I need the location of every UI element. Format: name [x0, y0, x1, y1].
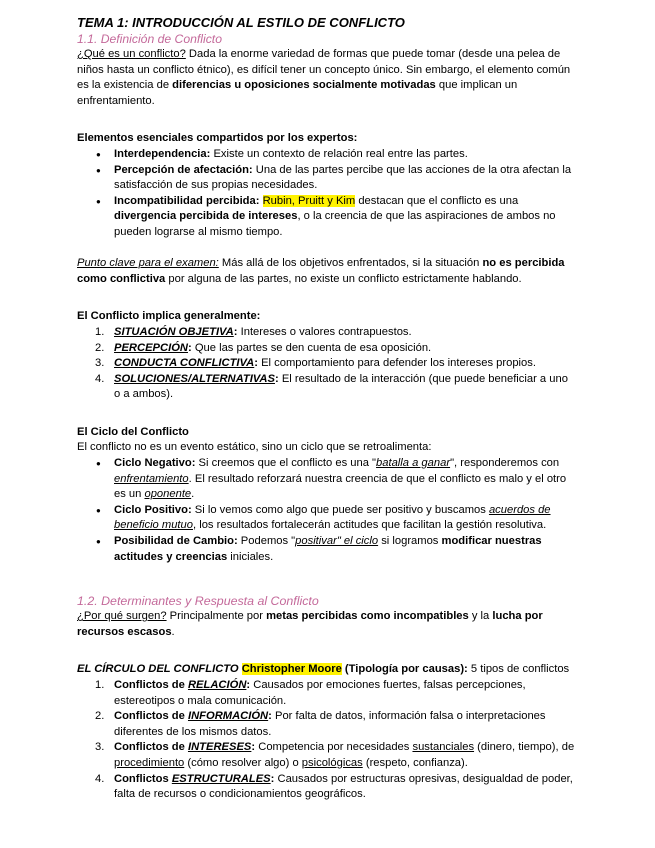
document-page — [77, 14, 577, 803]
list-item: 2. Conflictos de INFORMACIÓN: Por falta de datos, información falsa o interpretaciones diferentes de los mismos datos. — [95, 710, 546, 738]
cycle-intro: El conflicto no es un evento estático, sino un ciclo que se retroalimenta: — [77, 441, 432, 454]
why-paragraph: ¿Por qué surgen? Principalmente por metas percibidas como incompatibles y la lucha por recursos escasos. — [77, 610, 543, 638]
highlighted-author: Christopher Moore — [241, 663, 342, 676]
list-item: 4. SOLUCIONES/ALTERNATIVAS: El resultado de la interacción (que puede beneficiar a uno o a ambos). — [95, 372, 568, 401]
list-item: ● Percepción de afectación: Una de las partes percibe que las acciones de la otra afectan la satisfacción de sus propias necesidades. — [77, 163, 577, 194]
list-item: 4. Conflictos ESTRUCTURALES: Causados por estructuras opresivas, desigualdad de poder, falta de recursos o condicionamientos geográficos. — [95, 772, 573, 801]
question-text: ¿Qué es un conflicto? — [77, 48, 186, 60]
list-item: ● Incompatibilidad percibida: Rubin, Pruitt y Kim destacan que el conflicto es una divergencia percibida de intereses, o la creencia de que las aspiraciones de ambos no pueden lograrse al mismo tiempo. — [77, 194, 577, 241]
list-item: 1. SITUACIÓN OBJETIVA: Intereses o valores contrapuestos. — [95, 325, 412, 338]
circle-paragraph: EL CÍRCULO DEL CONFLICTO Christopher Moore (Tipología por causas): 5 tipos de conflictos — [77, 663, 570, 676]
list-item: 1. Conflictos de RELACIÓN: Causados por emociones fuertes, falsas percepciones, estereotipos o mala comunicación. — [95, 679, 526, 707]
cycle-title: El Ciclo del Conflicto — [77, 425, 189, 438]
elements-list — [77, 147, 577, 241]
list-item: ● Interdependencia: Existe un contexto de relación real entre las partes. — [77, 147, 577, 163]
highlighted-authors: Rubin, Pruitt y Kim — [262, 194, 356, 207]
cycle-list — [77, 456, 577, 565]
section-heading-1-2: 1.2. Determinantes y Respuesta al Conflicto — [77, 594, 319, 609]
list-item: 2. PERCEPCIÓN: Que las partes se den cuenta de esa oposición. — [95, 341, 432, 354]
elements-title: Elementos esenciales compartidos por los expertos: — [77, 132, 358, 145]
implies-title: El Conflicto implica generalmente: — [77, 310, 261, 323]
list-item: ● Ciclo Negativo: Si creemos que el conflicto es una "batalla a ganar", responderemos con enfrentamiento. El resultado reforzará nuestra creencia de que el conflicto es malo y el otro es un oponente. — [77, 456, 577, 503]
list-item: 3. Conflictos de INTERESES: Competencia por necesidades sustanciales (dinero, tiempo), de procedimiento (cómo resolver algo) o psicológicas (respeto, confianza). — [95, 741, 575, 769]
page-title: TEMA 1: INTRODUCCIÓN AL ESTILO DE CONFLICTO — [77, 15, 405, 30]
list-item: ● Ciclo Positivo: Si lo vemos como algo que puede ser positivo y buscamos acuerdos de beneficio mutuo, los resultados fortalecerán actitudes que facilitan la gestión resolutiva. — [77, 503, 577, 534]
implies-list — [77, 325, 577, 403]
conflict-types-list — [77, 678, 577, 803]
exam-key-paragraph: Punto clave para el examen: Más allá de los objetivos enfrentados, si la situación no es percibida como conflictiva por alguna de las partes, no existe un conflicto estrictamente hablando. — [77, 257, 565, 285]
list-item: ● Posibilidad de Cambio: Podemos "positivar" el ciclo si logramos modificar nuestras actitudes y creencias iniciales. — [77, 534, 577, 565]
definition-paragraph: ¿Qué es un conflicto? Dada la enorme variedad de formas que puede tomar (desde una pelea de niños hasta un conflicto étnico), es difícil tener un concepto único. Sin embargo, el elemento común es la existencia de diferencias u oposiciones socialmente motivadas que implican un enfrentamiento. — [77, 48, 571, 107]
list-item: 3. CONDUCTA CONFLICTIVA: El comportamiento para defender los intereses propios. — [95, 357, 536, 370]
section-heading-1-1: 1.1. Definición de Conflicto — [77, 32, 222, 46]
